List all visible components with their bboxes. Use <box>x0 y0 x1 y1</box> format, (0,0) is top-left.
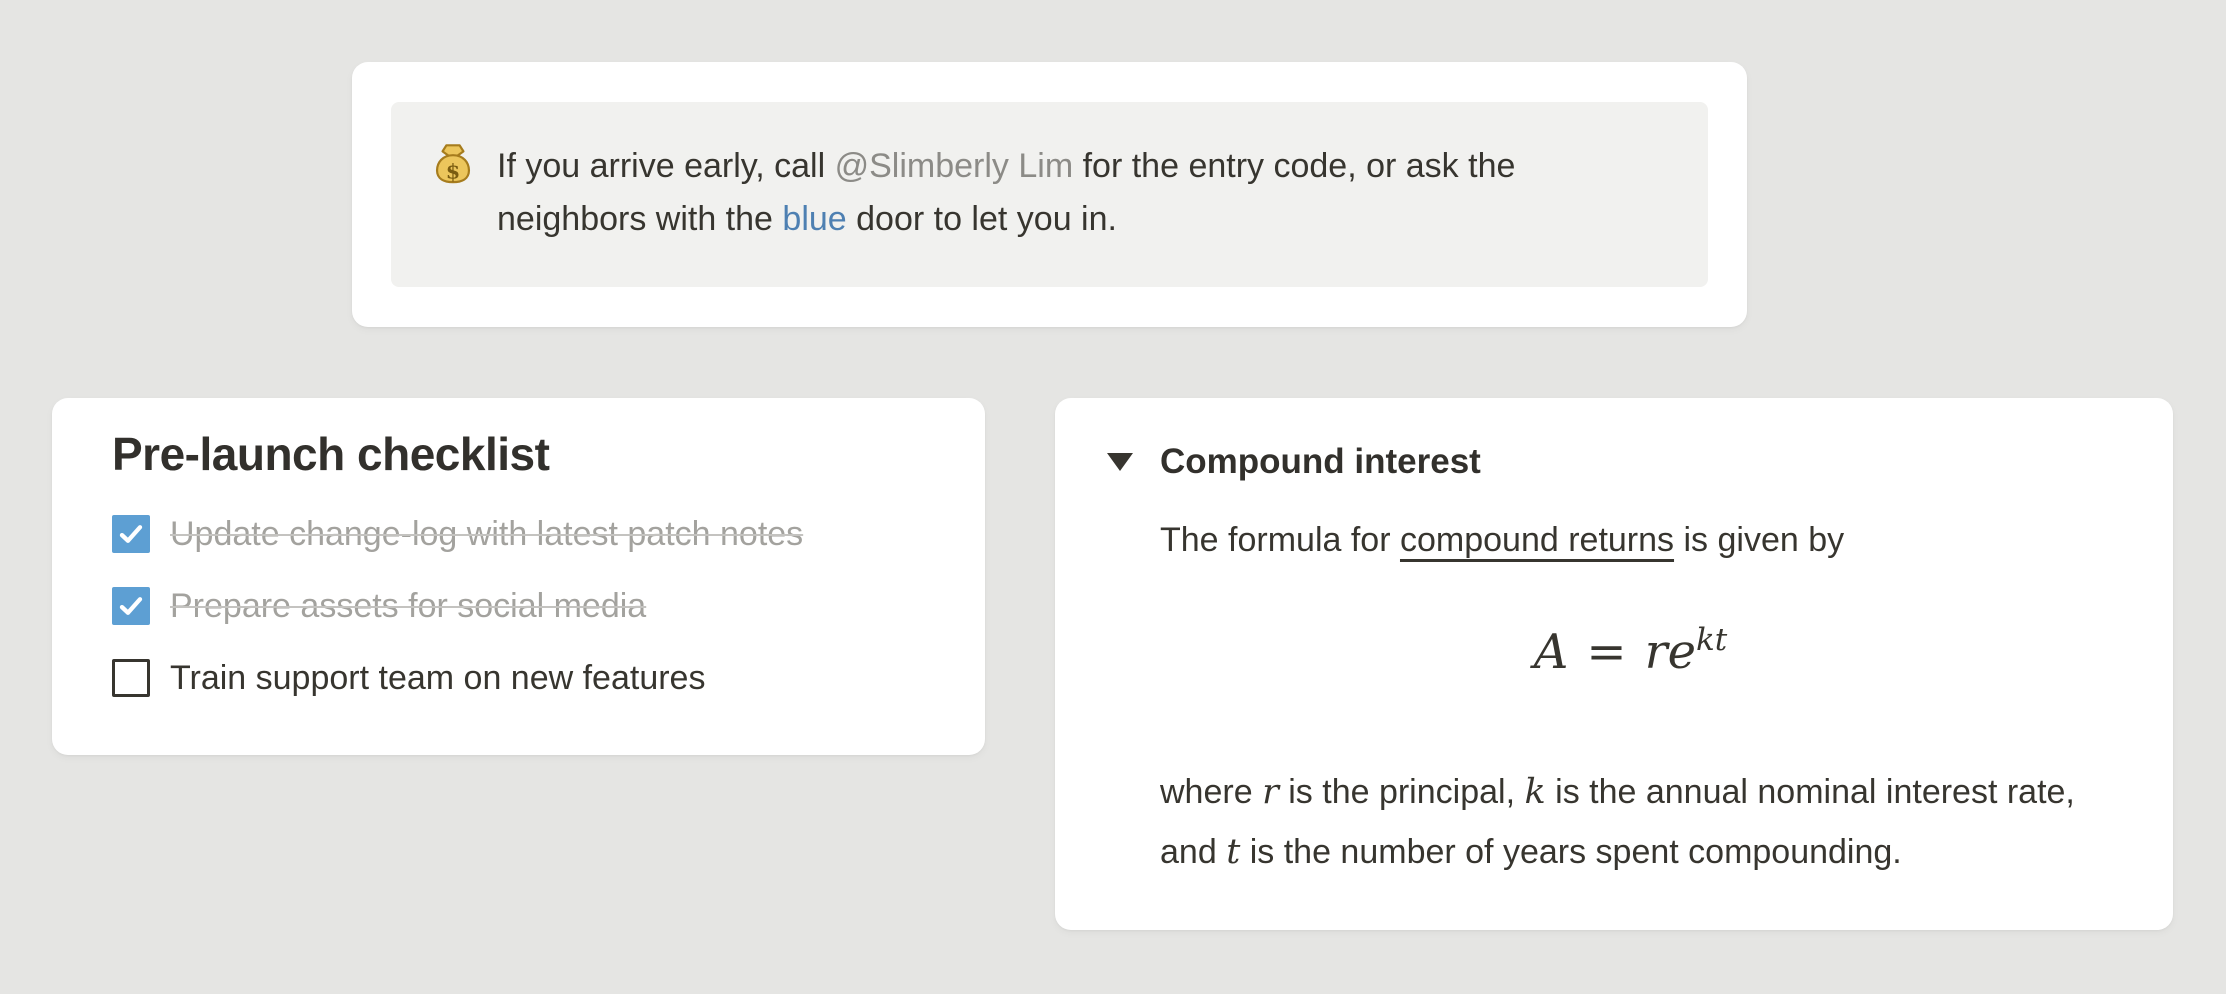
equation-equals: = <box>1586 624 1627 680</box>
math-var-r: r <box>1262 772 1279 812</box>
callout-text-segment: door to let you in. <box>846 200 1117 238</box>
blue-word: blue <box>782 200 847 238</box>
checklist-title: Pre-launch checklist <box>112 428 550 480</box>
svg-text:$: $ <box>445 158 461 184</box>
equation-exponent: kt <box>1696 622 1728 658</box>
outro-segment: is the annual nominal interest rate, and <box>1160 773 2075 871</box>
checkbox-unchecked-icon[interactable] <box>112 659 150 697</box>
todo-label: Prepare assets for social media <box>170 587 647 625</box>
money-bag-icon[interactable] <box>431 142 475 191</box>
equation-base: re <box>1644 624 1696 680</box>
callout-text-segment: for the entry code, or ask the neighbors with the <box>497 147 1516 238</box>
intro-paragraph <box>1160 516 2101 564</box>
todo-item-1 <box>112 510 929 558</box>
math-var-t: t <box>1226 832 1241 872</box>
checklist-card <box>52 398 985 755</box>
checkbox-checked-icon[interactable] <box>112 587 150 625</box>
intro-segment: The formula for <box>1160 521 1400 559</box>
intro-segment: is given by <box>1674 521 1845 559</box>
mention-slimberly-lim[interactable]: @Slimberly Lim <box>834 147 1074 185</box>
equation-lhs: A <box>1533 624 1569 680</box>
callout-text-segment: If you arrive early, call <box>497 147 835 185</box>
equation-block <box>1160 622 2101 694</box>
math-var-k: k <box>1524 772 1546 812</box>
outro-segment: is the number of years spent compounding. <box>1240 833 1902 871</box>
toggle-header[interactable] <box>1107 438 2101 486</box>
todo-item-2 <box>112 582 929 630</box>
todo-item-3 <box>112 654 929 702</box>
outro-segment: is the principal, <box>1278 773 1525 811</box>
callout-card <box>352 62 1747 327</box>
callout-text <box>497 140 1668 246</box>
toggle-body <box>1160 516 2101 882</box>
outro-paragraph <box>1160 762 2101 882</box>
toggle-triangle-icon[interactable] <box>1107 452 1133 472</box>
todo-label: Train support team on new features <box>170 659 706 697</box>
todo-label: Update change-log with latest patch notes <box>170 515 804 553</box>
checkbox-checked-icon[interactable] <box>112 515 150 553</box>
callout <box>391 102 1708 287</box>
outro-segment: where <box>1160 773 1263 811</box>
toggle-card <box>1055 398 2173 930</box>
underlined-text: compound returns <box>1399 521 1675 559</box>
toggle-title: Compound interest <box>1160 442 1481 481</box>
